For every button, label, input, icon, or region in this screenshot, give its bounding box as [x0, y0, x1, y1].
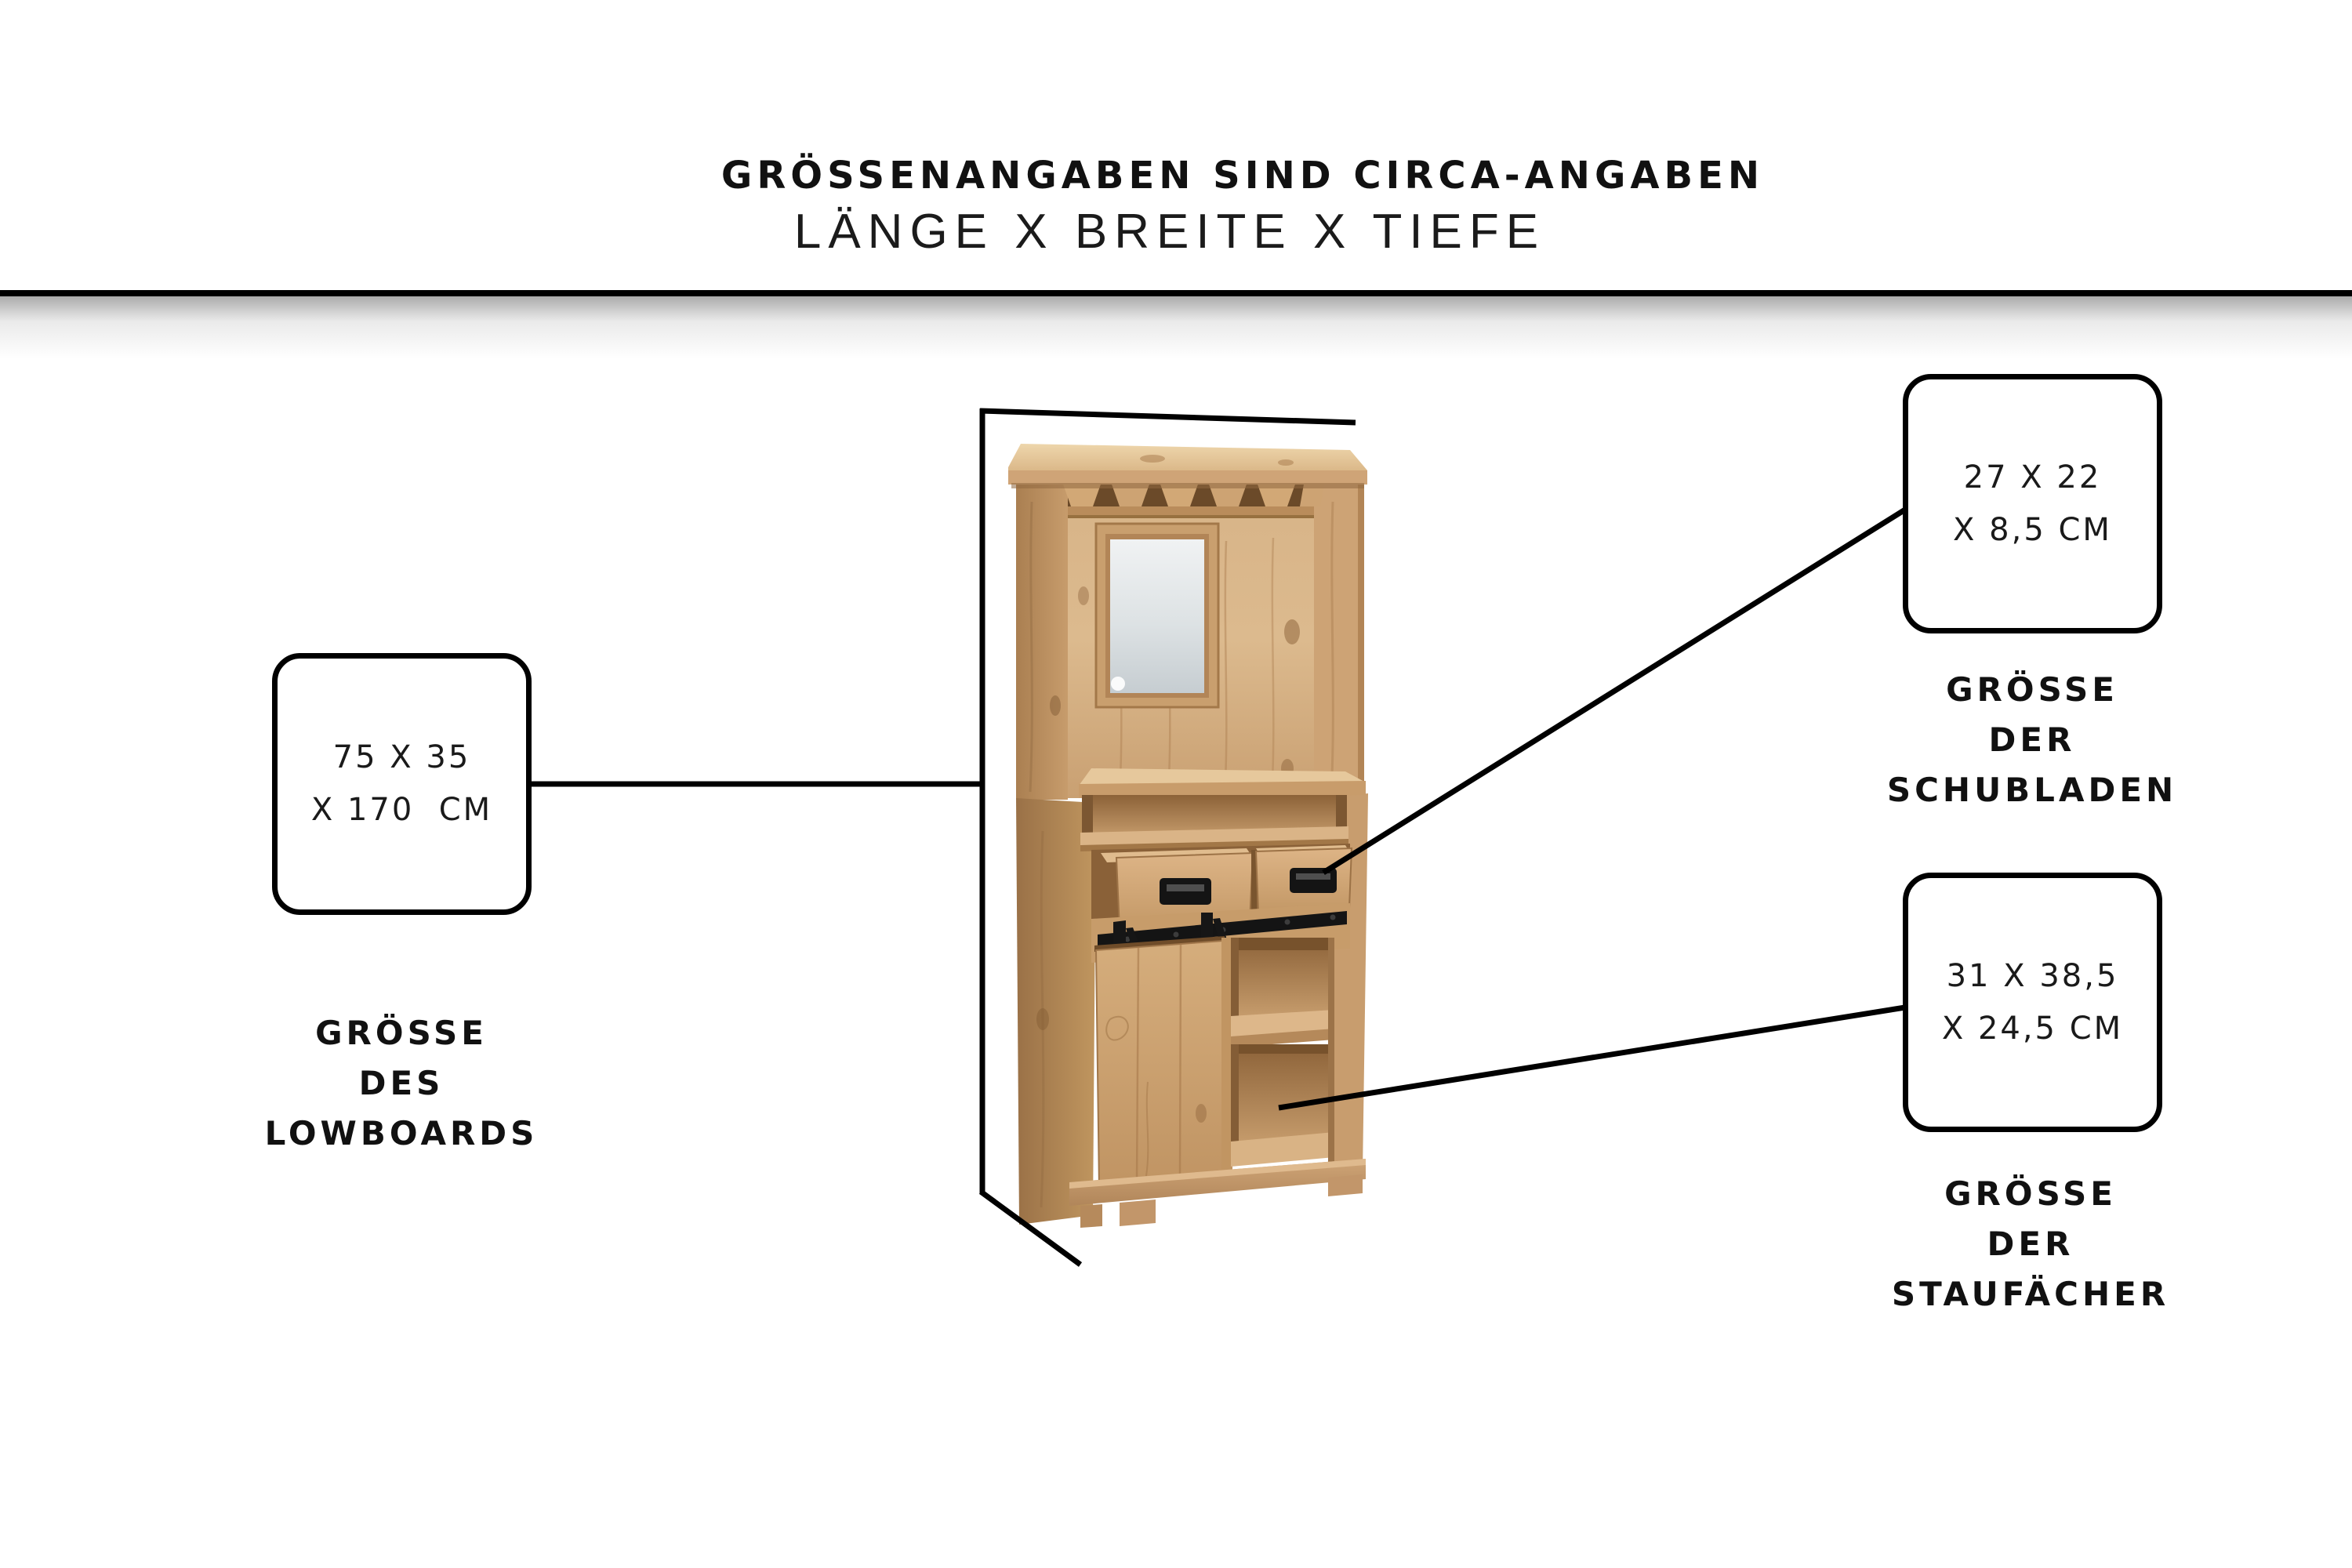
lowboard-label — [198, 1008, 605, 1159]
counter-niche — [1079, 768, 1366, 851]
cabinet-foot — [1080, 1204, 1102, 1228]
staufaecher-dimension-line2: X 24,5 CM — [1941, 1010, 2124, 1047]
lowboard-dimension-line1: 75 X 35 — [332, 739, 471, 775]
storage-compartments — [1221, 938, 1334, 1176]
page-subtitle: LÄNGE X BREITE X TIEFE — [793, 205, 1546, 259]
cabinet-crown-top — [1008, 444, 1367, 488]
staufaecher-label-line1: GRÖSSE — [1944, 1174, 2117, 1213]
staufaecher-label-line3: STAUFÄCHER — [1891, 1275, 2170, 1313]
lowboard-label-line3: LOWBOARDS — [264, 1114, 539, 1152]
connector-line-schubladen — [1323, 510, 1905, 873]
drawer-right — [1256, 845, 1352, 913]
connector-line-staufaecher — [1279, 1007, 1905, 1108]
lowboard-dimension-line2: X 170 CM — [310, 792, 493, 828]
schubladen-label — [1828, 665, 2236, 815]
lowboard-dimension-box — [272, 653, 532, 915]
schubladen-dimension-line1: 27 X 22 — [1963, 459, 2102, 495]
cabinet-photo — [1008, 444, 1368, 1228]
cabinet-foot — [1120, 1200, 1156, 1226]
schubladen-dimension-box — [1903, 374, 2162, 633]
staufaecher-dimension-line1: 31 X 38,5 — [1946, 957, 2119, 994]
cabinet-foot — [1328, 1174, 1363, 1196]
lowboard-label-line1: GRÖSSE — [315, 1014, 488, 1052]
height-bracket-top — [980, 411, 1356, 423]
staufaecher-dimension-box — [1903, 873, 2162, 1132]
page-title: GRÖSSENANGABEN SIND CIRCA-ANGABEN — [720, 154, 1765, 198]
lowboard-label-line2: DES — [358, 1064, 445, 1102]
staufaecher-label — [1827, 1169, 2234, 1319]
sliding-door — [1094, 936, 1225, 1192]
schubladen-dimension-line2: X 8,5 CM — [1953, 511, 2112, 548]
schubladen-label-line3: SCHUBLADEN — [1886, 771, 2178, 809]
schubladen-label-line1: GRÖSSE — [1946, 670, 2118, 709]
schubladen-label-line2: DER — [1988, 720, 2076, 759]
mirror — [1096, 524, 1218, 707]
staufaecher-label-line2: DER — [1987, 1225, 2074, 1263]
